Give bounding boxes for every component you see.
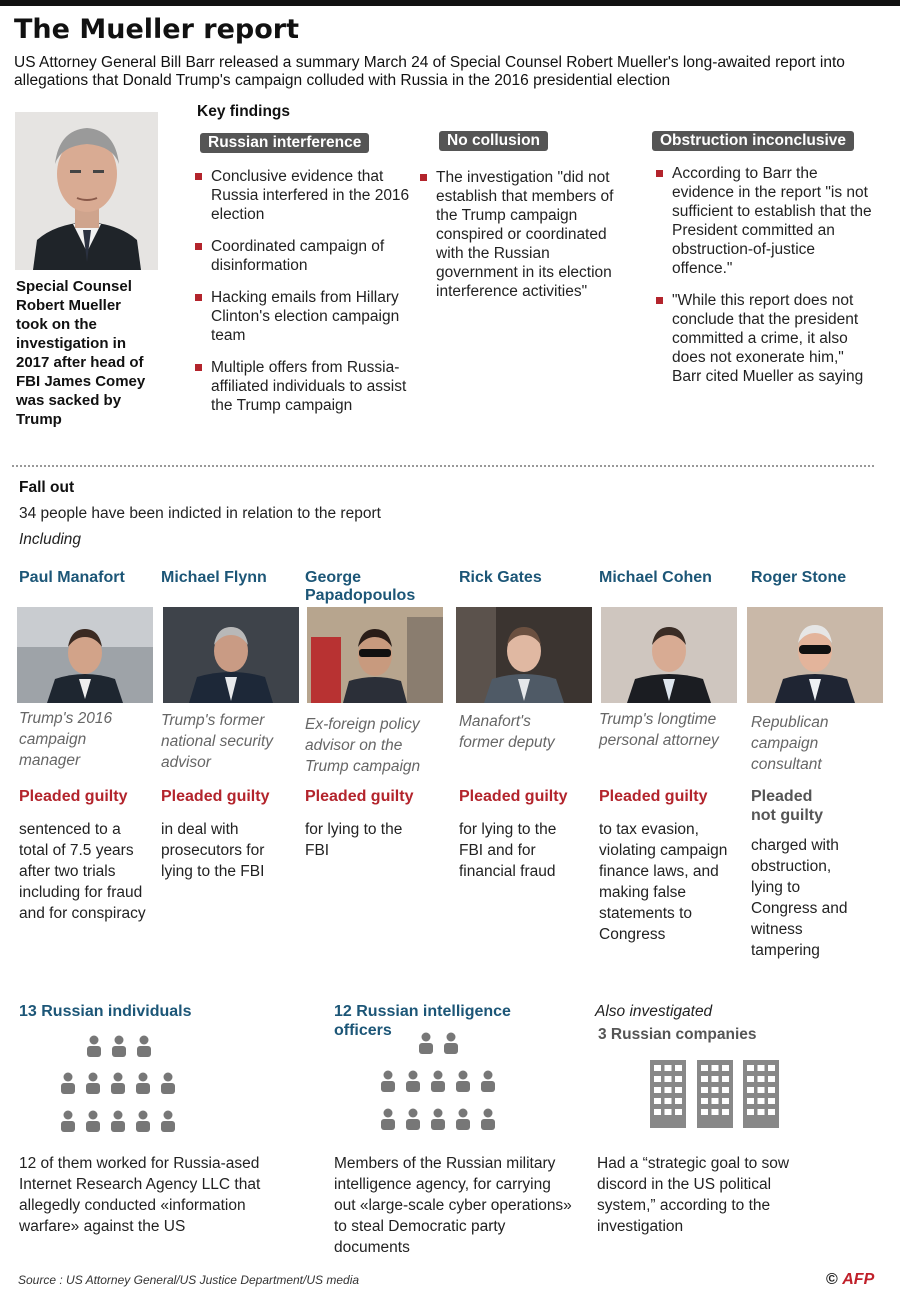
- section-divider: [12, 465, 874, 467]
- person-photo: [17, 607, 153, 703]
- finding-item: The investigation "did not establish that members of the Trump campaign conspired or coordinated with the Russian government in its election interference activities": [420, 168, 625, 301]
- indicted-count-text: 34 people have been indicted in relation to the report: [19, 505, 381, 522]
- person-detail: charged with obstruction, lying to Congress and witness tampering: [751, 837, 848, 959]
- plea-label: Pleaded not guilty: [751, 788, 823, 824]
- building-icon: [697, 1060, 733, 1133]
- person-photo: [456, 607, 592, 703]
- person-photo: [307, 607, 443, 703]
- russian-interference-list: [195, 167, 410, 428]
- person-photo: [747, 607, 883, 703]
- person-name: George Papadopoulos: [305, 569, 416, 604]
- fallout-heading: Fall out: [19, 479, 75, 496]
- person-name: Rick Gates: [459, 569, 542, 586]
- also-investigated-label: Also investigated: [595, 1003, 713, 1020]
- finding-item: Conclusive evidence that Russia interfered in the 2016 election: [195, 167, 410, 224]
- finding-item: Multiple offers from Russia-affiliated individuals to assist the Trump campaign: [195, 358, 410, 415]
- tag-obstruction-inconclusive: Obstruction inconclusive: [652, 132, 854, 150]
- person-detail: to tax evasion, violating campaign finance laws, and making false statements to Congress: [599, 821, 728, 943]
- plea-label: Pleaded guilty: [599, 788, 708, 805]
- no-collusion-list: [420, 168, 625, 314]
- obstruction-list: [656, 164, 874, 399]
- person-detail: in deal with prosecutors for lying to the FBI: [161, 821, 265, 880]
- person-role: Trump's longtime personal attorney: [599, 711, 719, 749]
- person-name: Michael Flynn: [161, 569, 267, 586]
- tag-no-collusion: No collusion: [439, 132, 548, 150]
- finding-item: "While this report does not conclude that the president committed a crime, it also does not exonerate him," Barr cited Mueller as saying: [656, 291, 874, 386]
- finding-item: Hacking emails from Hillary Clinton's election campaign team: [195, 288, 410, 345]
- person-detail: for lying to the FBI and for financial fraud: [459, 821, 557, 880]
- group-description: 12 of them worked for Russia-ased Internet Research Agency LLC that allegedly conducted «information warfare» against the US: [19, 1155, 261, 1235]
- finding-item: According to Barr the evidence in the report "is not sufficient to establish that the President committed an obstruction-of-justice offence.": [656, 164, 874, 278]
- plea-label: Pleaded guilty: [19, 788, 128, 805]
- person-role: Republican campaign consultant: [751, 714, 829, 773]
- source-note: Source : US Attorney General/US Justice Department/US media: [18, 1273, 360, 1287]
- person-name: Roger Stone: [751, 569, 847, 586]
- mueller-caption: Special Counsel Robert Mueller took on the investigation in 2017 after head of FBI James Comey was sacked by Trump: [16, 278, 146, 428]
- afp-logo: [826, 1271, 874, 1289]
- group-title: 3 Russian companies: [598, 1026, 757, 1043]
- including-label: Including: [19, 531, 82, 548]
- copyright-symbol: ©: [826, 1271, 838, 1288]
- building-icon: [743, 1060, 779, 1133]
- finding-item: Coordinated campaign of disinformation: [195, 237, 410, 275]
- top-rule: [0, 0, 900, 6]
- group-title: 13 Russian individuals: [19, 1003, 192, 1020]
- person-role: Ex-foreign policy advisor on the Trump campaign: [305, 716, 421, 775]
- tag-russian-interference: Russian interference: [200, 134, 369, 152]
- key-findings-heading: Key findings: [197, 103, 291, 120]
- person-name: Paul Manafort: [19, 569, 125, 586]
- person-name: Michael Cohen: [599, 569, 712, 586]
- group-description: Members of the Russian military intelligence agency, for carrying out «large-scale cyber operations» to steal Democratic party documents: [334, 1155, 572, 1256]
- person-role: Manafort's former deputy: [459, 713, 555, 751]
- person-photo: [163, 607, 299, 703]
- person-role: Trump's former national security advisor: [161, 712, 274, 771]
- afp-brand: AFP: [842, 1271, 875, 1288]
- intro-text: US Attorney General Bill Barr released a summary March 24 of Special Counsel Robert Mueller's long-awaited report into allegations that Donald Trump's campaign colluded with Russia in the 2016 presidential election: [14, 54, 845, 89]
- person-detail: sentenced to a total of 7.5 years after two trials including for fraud and for conspiracy: [19, 821, 146, 922]
- plea-label: Pleaded guilty: [161, 788, 270, 805]
- group-description: Had a “strategic goal to sow discord in the US political system,” according to the investigation: [597, 1155, 790, 1235]
- person-photo: [601, 607, 737, 703]
- group-title: 12 Russian intelligence officers: [334, 1003, 511, 1039]
- person-detail: for lying to the FBI: [305, 821, 403, 859]
- building-icon: [650, 1060, 686, 1133]
- plea-label: Pleaded guilty: [459, 788, 568, 805]
- mueller-photo: [15, 112, 158, 270]
- page-title: The Mueller report: [14, 14, 300, 45]
- person-role: Trump's 2016 campaign manager: [19, 710, 113, 769]
- plea-label: Pleaded guilty: [305, 788, 414, 805]
